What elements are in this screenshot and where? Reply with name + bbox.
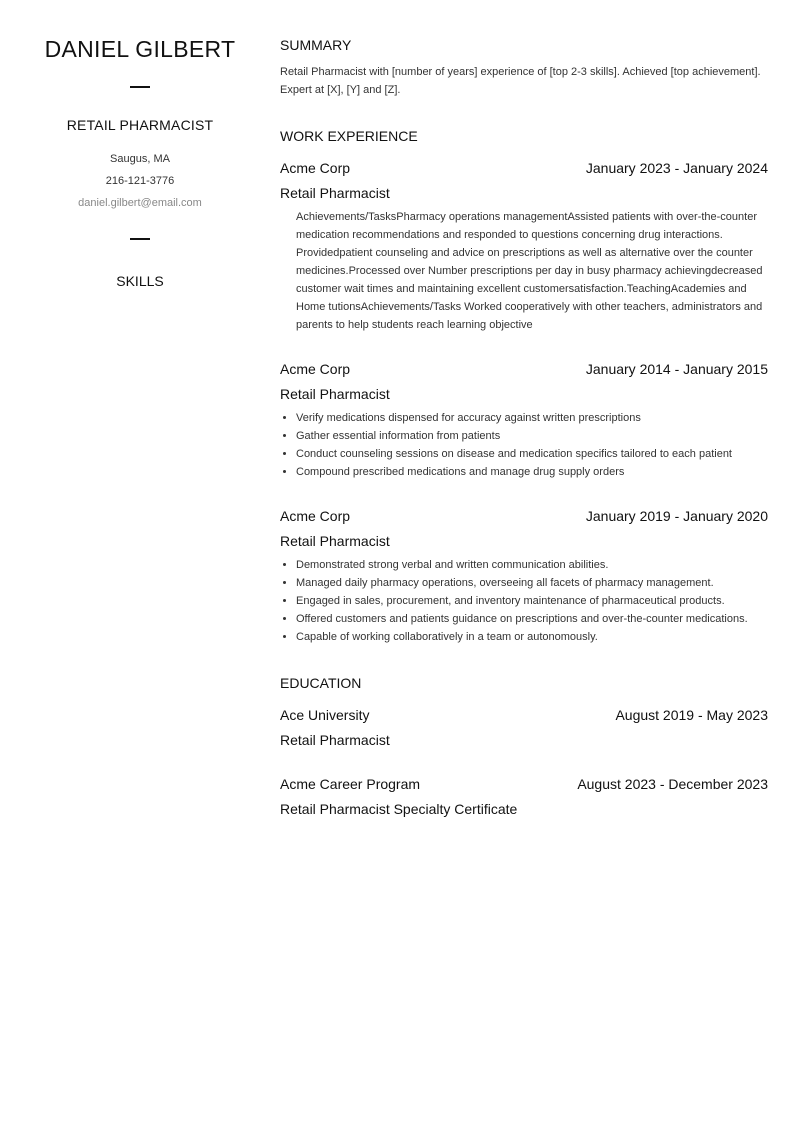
job-entry (280, 360, 768, 481)
job-header (280, 159, 768, 177)
job-role: Retail Pharmacist (280, 386, 390, 402)
job-dates: January 2019 - January 2020 (585, 508, 768, 524)
section-heading-summary: SUMMARY (280, 37, 352, 53)
summary-section (280, 36, 768, 99)
location: Saugus, MA (110, 153, 170, 165)
list-item: • Offered customers and patients guidance on prescriptions and over-the-counter medications. (296, 610, 768, 628)
job-dates: January 2023 - January 2024 (585, 160, 768, 176)
list-item: • Gather essential information from patients (296, 427, 768, 445)
job-header (280, 507, 768, 525)
list-item: • Verify medications dispensed for accuracy against written prescriptions (296, 409, 768, 427)
education-entry (280, 706, 768, 749)
summary-text: Retail Pharmacist with [number of years] experience of [top 2-3 skills]. Achieved [top achievement]. Expert at [X], [Y] and [Z]. (280, 66, 761, 96)
phone: 216-121-3776 (105, 175, 175, 187)
job-description: Achievements/TasksPharmacy operations managementAssisted patients with over-the-counter medication recommendations and responded to questions concerning drug interactions. Providedpatient counseling and advice on prescriptions as well as alternative over the counter medicines.Processed over Number prescriptions per day in busy pharmacy achievingdecreased customer wait times and maintaining excellent customersatisfaction.TeachingAcademies and Home tutionsAchievements/Tasks Worked cooperatively with other teachers, administrators and parents to help students reach learning objective (296, 211, 763, 331)
divider (130, 238, 150, 240)
degree: Retail Pharmacist (280, 732, 390, 748)
section-heading-education: EDUCATION (280, 675, 362, 691)
job-title: RETAIL PHARMACIST (66, 117, 214, 133)
list-item: • Demonstrated strong verbal and written communication abilities. (296, 556, 768, 574)
company-name: Acme Corp (280, 361, 351, 377)
job-header (280, 360, 768, 378)
list-item: • Managed daily pharmacy operations, overseeing all facets of pharmacy management. (296, 574, 768, 592)
list-item: • Capable of working collaboratively in a team or autonomously. (296, 628, 768, 646)
education-entry (280, 775, 768, 818)
job-role: Retail Pharmacist (280, 533, 390, 549)
education-section (280, 674, 768, 818)
job-dates: January 2014 - January 2015 (585, 361, 768, 377)
education-header (280, 775, 768, 793)
education-dates: August 2023 - December 2023 (577, 776, 768, 792)
education-header (280, 706, 768, 724)
divider (130, 86, 150, 88)
list-item: • Engaged in sales, procurement, and inventory maintenance of pharmaceutical products. (296, 592, 768, 610)
section-heading-work: WORK EXPERIENCE (280, 128, 418, 144)
contact-block (30, 148, 250, 214)
list-item: • Conduct counseling sessions on disease and medication specifics tailored to each patient (296, 445, 768, 463)
school-name: Acme Career Program (280, 776, 421, 792)
job-bullets (280, 409, 768, 481)
education-dates: August 2019 - May 2023 (615, 707, 768, 723)
school-name: Ace University (280, 707, 370, 723)
job-entry (280, 507, 768, 646)
skills-heading: SKILLS (116, 273, 164, 289)
job-role: Retail Pharmacist (280, 185, 390, 201)
company-name: Acme Corp (280, 508, 351, 524)
main-content (280, 36, 768, 818)
list-item: • Compound prescribed medications and manage drug supply orders (296, 463, 768, 481)
sidebar (30, 34, 250, 290)
company-name: Acme Corp (280, 160, 351, 176)
job-entry (280, 159, 768, 334)
degree: Retail Pharmacist Specialty Certificate (280, 801, 518, 817)
candidate-name: DANIEL GILBERT (44, 36, 236, 62)
job-bullets (280, 556, 768, 646)
email-link[interactable]: daniel.gilbert@email.com (78, 197, 202, 209)
work-experience-section (280, 127, 768, 646)
